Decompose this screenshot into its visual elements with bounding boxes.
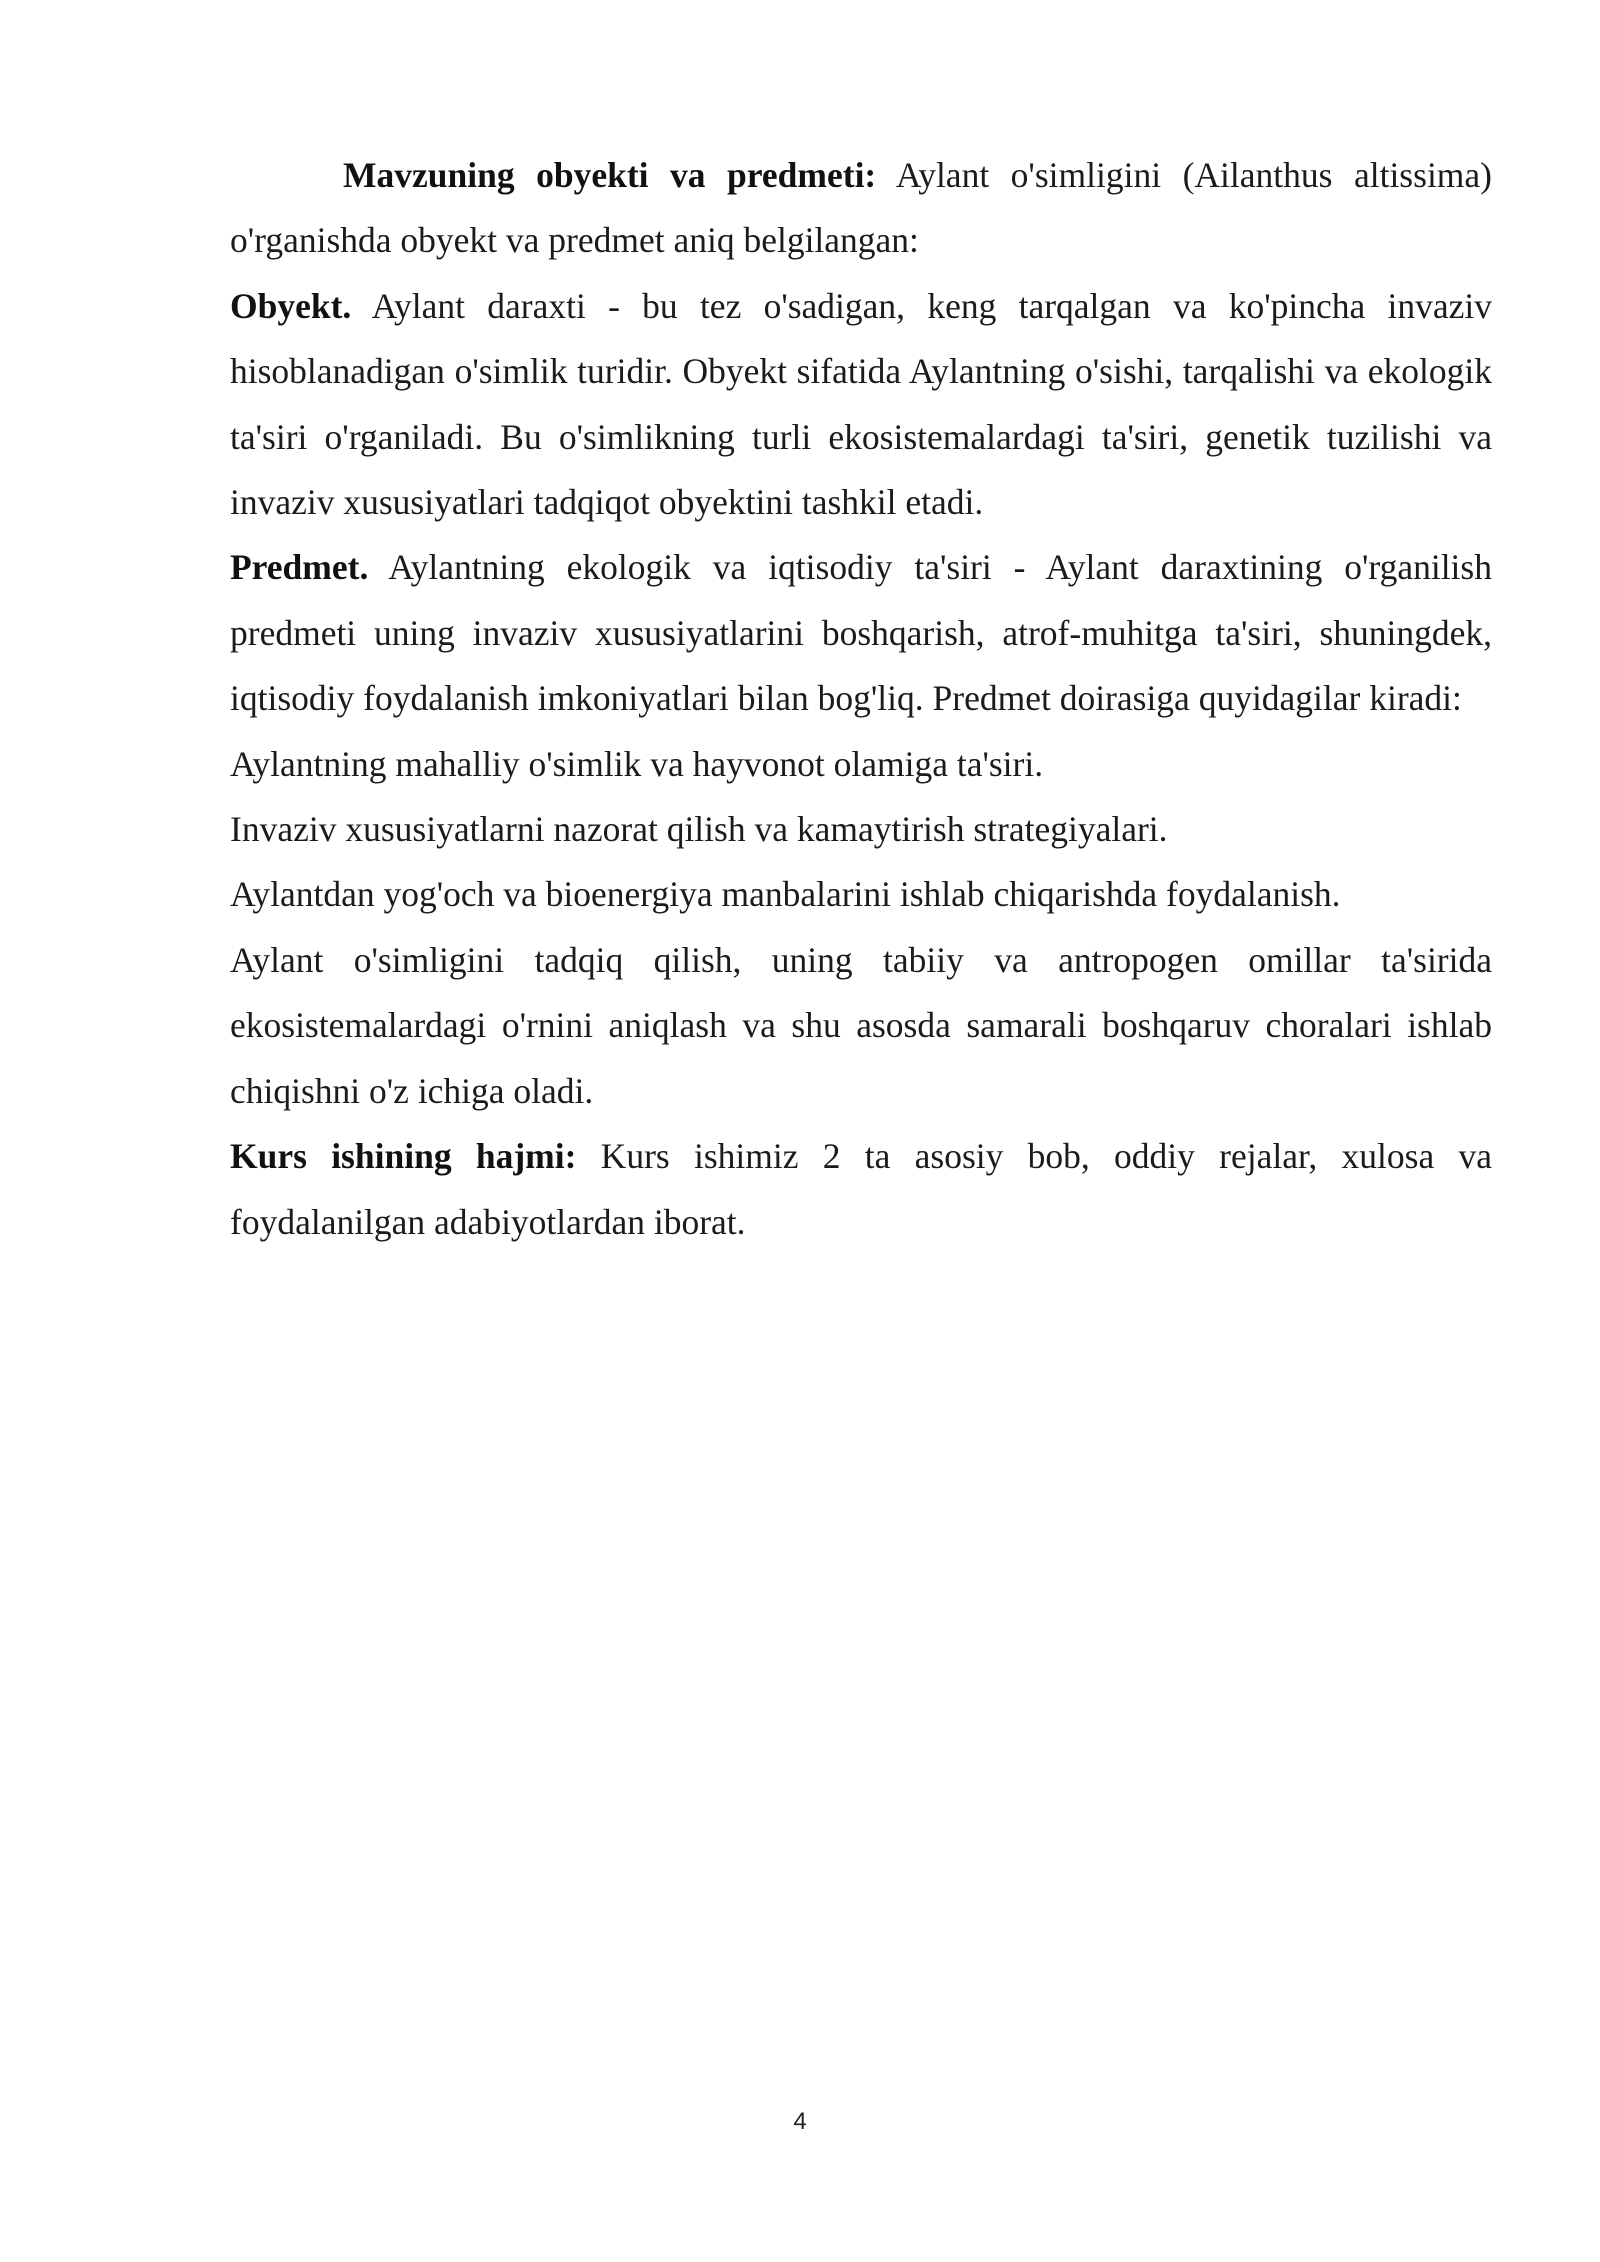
paragraph-list-item-1: Aylantning mahalliy o'simlik va hayvonot olamiga ta'siri. xyxy=(230,743,1044,784)
paragraph-research-summary: Aylant o'simligini tadqiq qilish, uning tabiiy va antropogen omillar ta'sirida ekosistemalardagi o'rnini aniqlash va shu asosda samarali boshqaruv choralari ishlab chiqishni o'z ichiga oladi. xyxy=(230,939,1492,1111)
heading-object-and-subject: Mavzuning obyekti va predmeti: xyxy=(343,155,877,195)
paragraph-object xyxy=(230,274,1492,536)
paragraph-text: Aylant o'simligini (Ailanthus altissima) o'rganishda obyekt va predmet aniq belgilangan: xyxy=(230,155,1492,261)
paragraph-text: Aylantning ekologik va iqtisodiy ta'siri - Aylant daraxtining o'rganilish predmeti uning invaziv xususiyatlarini boshqarish, atrof-muhitga ta'siri, shuningdek, iqtisodiy foydalanish imkoniyatlari bilan bog'liq. Predmet doirasiga quyidagilar kiradi: xyxy=(230,547,1492,719)
paragraph-object-and-subject xyxy=(230,143,1492,274)
paragraph-list-item-3: Aylantdan yog'och va bioenergiya manbalarini ishlab chiqarishda foydalanish. xyxy=(230,874,1341,915)
heading-course-volume: Kurs ishining hajmi: xyxy=(230,1136,577,1177)
paragraph-list-item-2: Invaziv xususiyatlarni nazorat qilish va kamaytirish strategiyalari. xyxy=(230,809,1168,850)
document-body xyxy=(230,143,1492,1255)
paragraph-text: Aylant daraxti - bu tez o'sadigan, keng tarqalgan va ko'pincha invaziv hisoblanadigan o'simlik turidir. Obyekt sifatida Aylantning o'sishi, tarqalishi va ekologik ta'siri o'rganiladi. Bu o'simlikning turli ekosistemalardagi ta'siri, genetik tuzilishi va invaziv xususiyatlari tadqiqot obyektini tashkil etadi. xyxy=(230,285,1492,523)
heading-subject: Predmet. xyxy=(230,547,369,588)
heading-object: Obyekt. xyxy=(230,285,352,326)
paragraph-course-volume xyxy=(230,1124,1492,1255)
paragraph-subject xyxy=(230,535,1492,731)
paragraph-text: Kurs ishimiz 2 ta asosiy bob, oddiy rejalar, xulosa va foydalanilgan adabiyotlardan iborat. xyxy=(230,1136,1492,1242)
page-number: 4 xyxy=(793,2108,807,2135)
